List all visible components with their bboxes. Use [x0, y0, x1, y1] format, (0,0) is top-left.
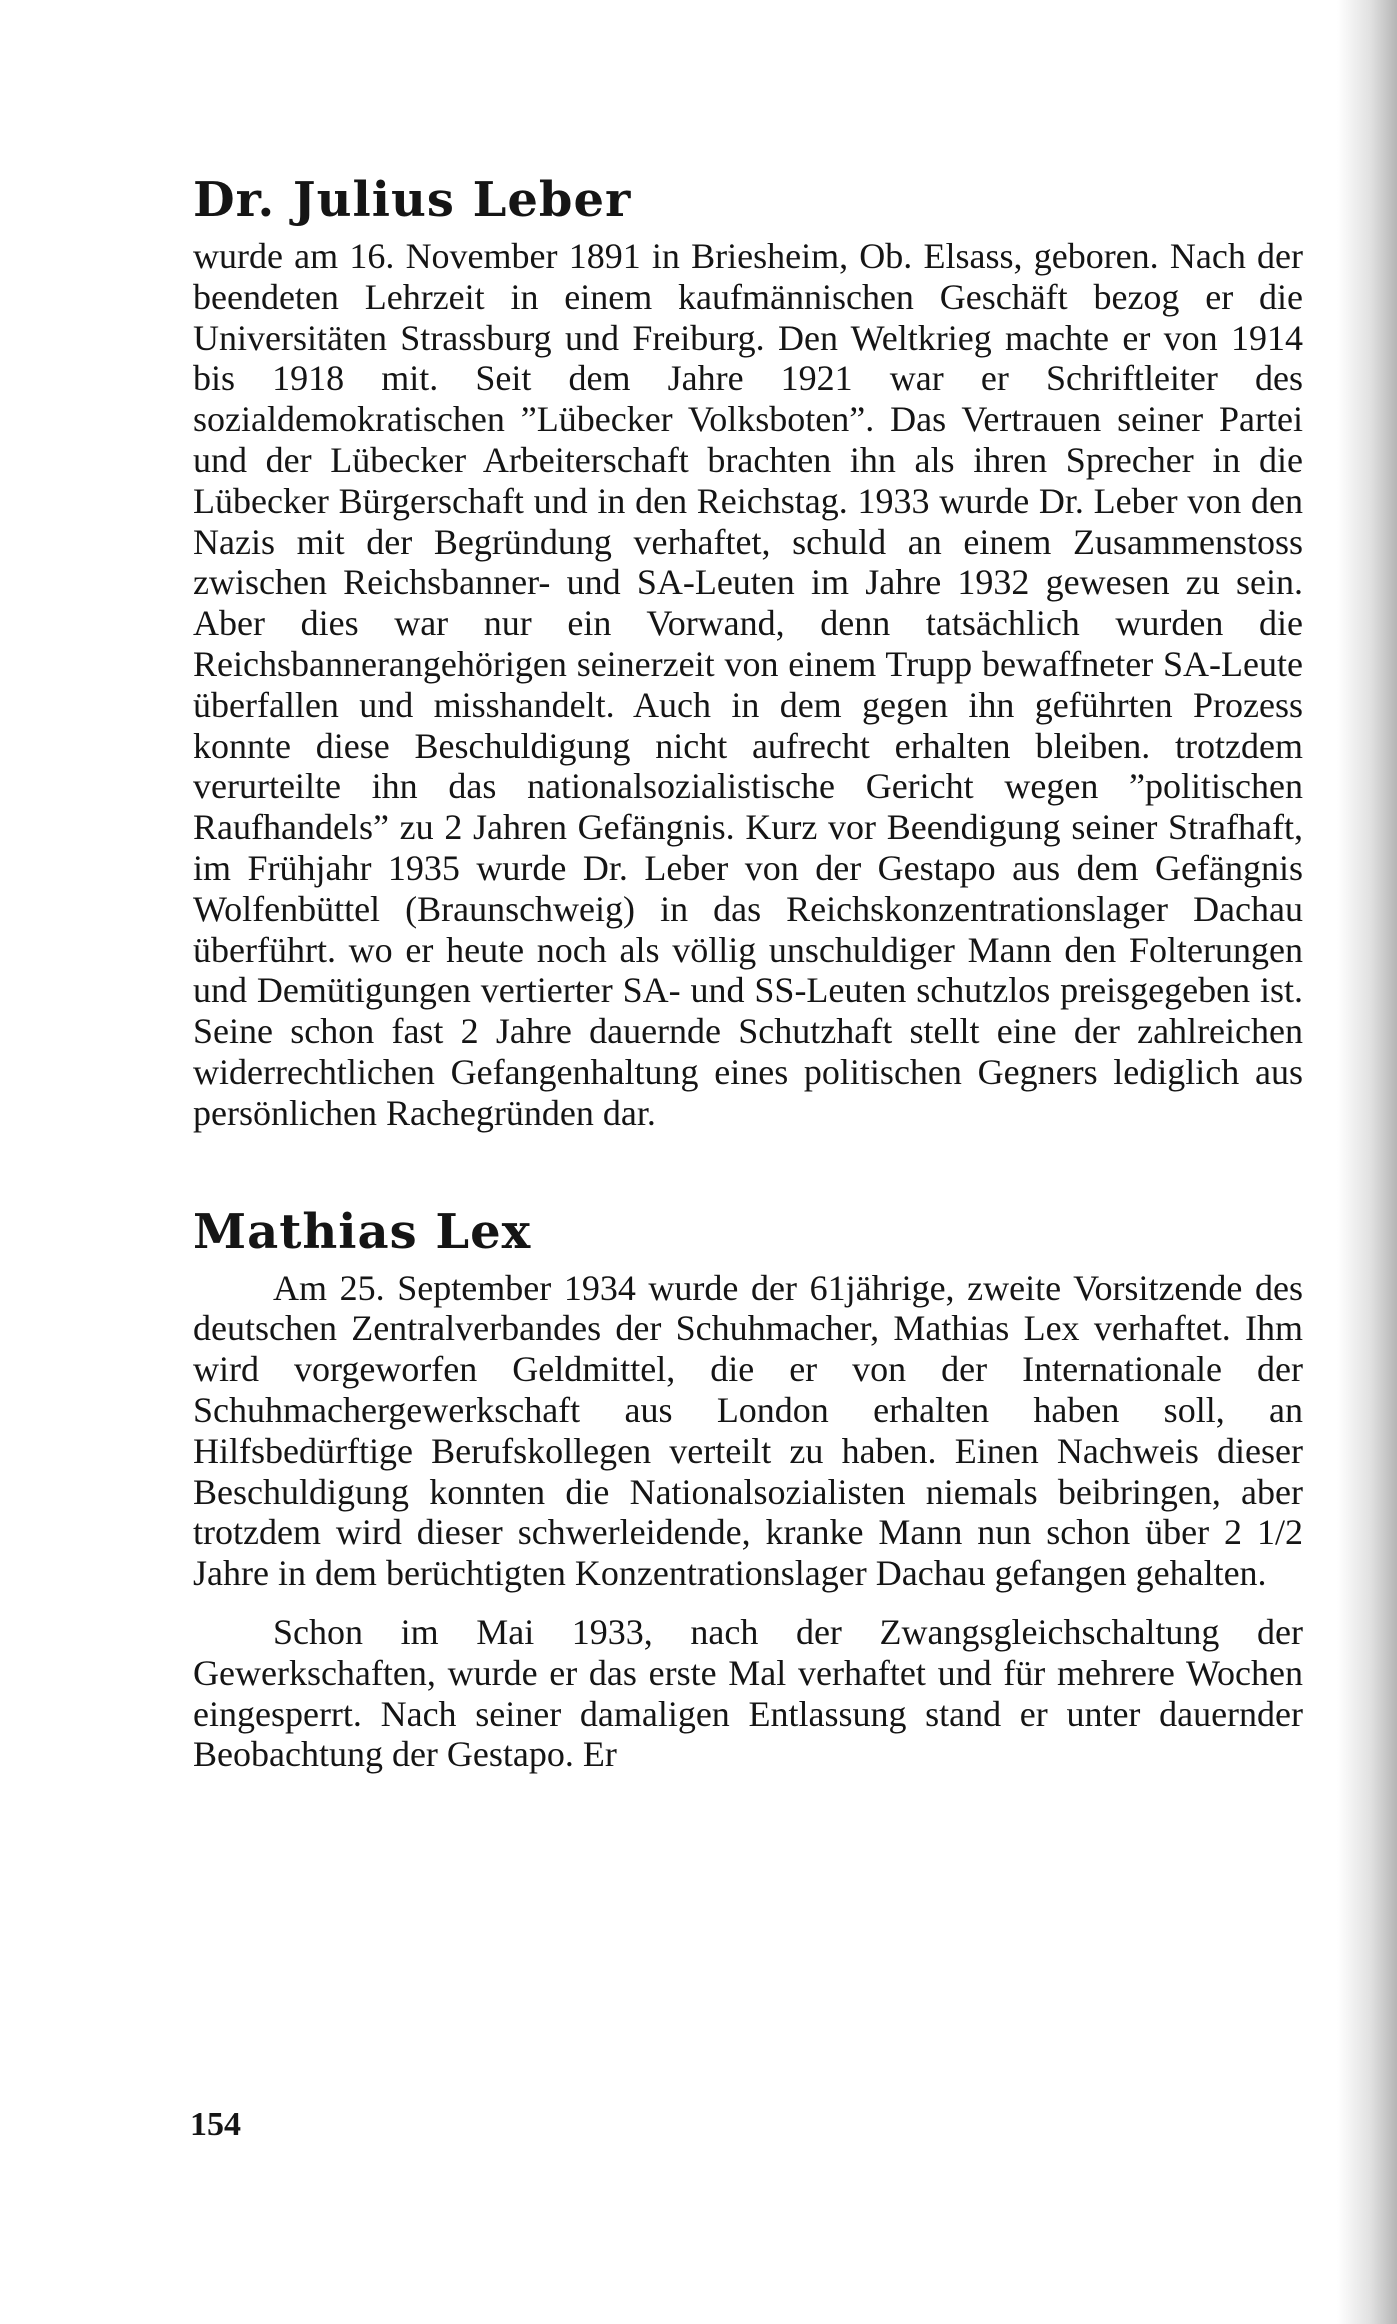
section-heading-lex: Mathias Lex [193, 1203, 532, 1260]
paragraph-spacer [193, 1594, 1303, 1612]
page-content [193, 170, 1303, 1775]
page-number: 154 [190, 2106, 241, 2143]
page-edge-shadow [1337, 0, 1397, 2324]
lex-paragraph-1: Am 25. September 1934 wurde der 61jährige, zweite Vorsitzende des deutschen Zentralverbandes der Schuhmacher, Mathias Lex verhaftet. Ihm wird vorgeworfen Geldmittel, die er von der Internationale der Schuhmachergewerkschaft aus London erhalten haben soll, an Hilfsbedürftige Berufskollegen verteilt zu haben. Einen Nachweis dieser Beschuldigung konnten die Nationalsozialisten niemals beibringen, aber trotzdem wird dieser schwerleidende, kranke Mann nun schon über 2 1/2 Jahre in dem berüchtigten Konzentrationslager Dachau gefangen gehalten. [193, 1267, 1303, 1594]
section-heading-leber: Dr. Julius Leber [193, 172, 632, 228]
leber-paragraph: wurde am 16. November 1891 in Briesheim, Ob. Elsass, geboren. Nach der beendeten Lehrzeit in einem kaufmännischen Geschäft bezog er die Universitäten Strassburg und Freiburg. Den Weltkrieg machte er von 1914 bis 1918 mit. Seit dem Jahre 1921 war er Schriftleiter des sozialdemokratischen ”Lübecker Volksboten”. Das Vertrauen seiner Partei und der Lübecker Arbeiterschaft brachten ihn als ihren Sprecher in die Lübecker Bürgerschaft und in den Reichstag. 1933 wurde Dr. Leber von den Nazis mit der Begründung verhaftet, schuld an einem Zusammenstoss zwischen Reichsbanner- und SA-Leuten im Jahre 1932 gewesen zu sein. Aber dies war nur ein Vorwand, denn tatsächlich wurden die Reichsbannerangehörigen seinerzeit von einem Trupp bewaffneter SA-Leute überfallen und misshandelt. Auch in dem gegen ihn geführten Prozess konnte diese Beschuldigung nicht aufrecht erhalten bleiben. trotzdem verurteilte ihn das nationalsozialistische Gericht wegen ”politischen Raufhandels” zu 2 Jahren Gefängnis. Kurz vor Beendigung seiner Strafhaft, im Frühjahr 1935 wurde Dr. Leber von der Gestapo aus dem Gefängnis Wolfenbüttel (Braunschweig) in das Reichskonzentrationslager Dachau überführt. wo er heute noch als völlig unschuldiger Mann den Folterungen und Demütigungen vertierter SA- und SS-Leuten schutzlos preisgegeben ist. Seine schon fast 2 Jahre dauernde Schutzhaft stellt eine der zahlreichen widerrechtlichen Gefangenhaltung eines politischen Gegners lediglich aus persönlichen Rachegründen dar. [193, 236, 1303, 1133]
section-spacer [193, 1134, 1303, 1202]
lex-paragraph-2: Schon im Mai 1933, nach der Zwangsgleichschaltung der Gewerkschaften, wurde er das erste Mal verhaftet und für mehrere Wochen eingesperrt. Nach seiner damaligen Entlassung stand er unter dauernder Beobachtung der Gestapo. Er [193, 1611, 1303, 1775]
